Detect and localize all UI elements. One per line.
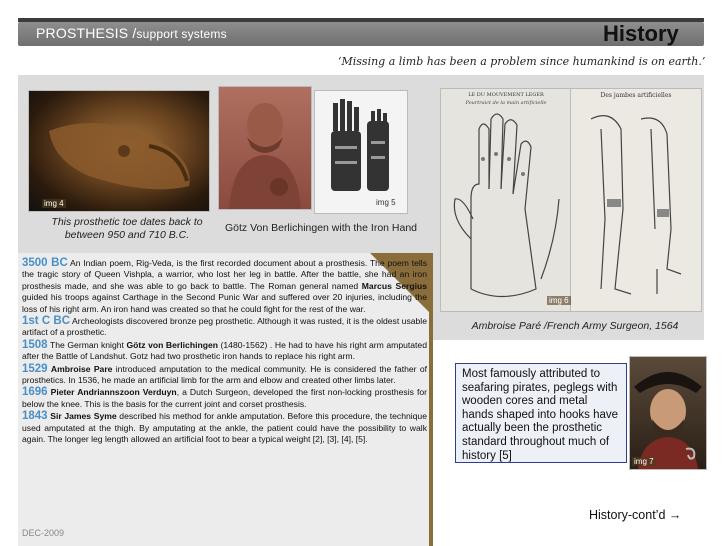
timeline-text: guided his troops against Carthage in the Second Punic War and suffered over 20 injuries, including the loss of his right arm. An iron hand was created so that he could fight for the rest of the war. [22, 292, 427, 314]
timeline-text: introduced amputation to the medical community. He is considered the father of prosthetics. In 1536, he made an artificial limb for the arm and elbow and created other limbs later. [22, 363, 427, 386]
pirate-image [629, 356, 707, 470]
timeline-entry [22, 258, 427, 315]
timeline-year: 1508 [22, 338, 48, 351]
pare-hand-illustration [441, 89, 571, 311]
portrait-illustration [219, 87, 311, 209]
timeline-year: 1696 [22, 386, 48, 399]
timeline-entry [22, 364, 427, 387]
pare-leg-drawing [570, 88, 702, 312]
timeline-name: Sir James Syme [50, 411, 117, 422]
timeline-name: Pieter Andriannszoon Verduyn [50, 387, 177, 398]
timeline-year: 1529 [22, 362, 48, 375]
pare-hand-subheading: Pourtraict de la main artificielle [465, 100, 547, 106]
timeline-name: Ambroise Pare [50, 363, 113, 374]
timeline-entry [22, 340, 427, 363]
quote: ‘Missing a limb has been a problem since humankind is on earth.’ [338, 55, 706, 68]
iron-hand-image [314, 90, 408, 214]
pare-leg-illustration [571, 89, 701, 311]
img7-label: img 7 [634, 457, 654, 466]
timeline-name: Götz von Berlichingen [126, 339, 218, 350]
app-title [36, 25, 227, 41]
timeline-name: Marcus Sergius [361, 280, 427, 291]
pare-caption: Ambroise Paré /French Army Surgeon, 1564 [471, 320, 679, 332]
prosthetic-toe-image [28, 90, 210, 212]
img5-label: img 5 [376, 198, 396, 207]
timeline-text: An Indian poem, Rig-Veda, is the first recorded document about a prosthesis. The poem tells the tragic story of Queen Vishpla, a warrior, who lost her leg in battle. After the battle, she had an iron prosthesis made, and she was able to go back to battle. The Roman general named [22, 258, 427, 291]
timeline-entry [22, 387, 427, 410]
img4-label: img 4 [44, 199, 64, 208]
timeline-text: described his method for ankle amputation. Before this procedure, the technique used amputated at the thigh. By amputating at the ankle, the patient could have the possibility to walk again. The longer leg length allowed an artificial foot to bear a typical weight [2], [3], [4], [5]. [22, 411, 427, 445]
timeline-text: (1480-1562) . He had to have his right arm amputated after the Battle of Landshut. Gotz had two prosthetic iron hands to replace his right arm. [22, 339, 427, 362]
page-title: History [603, 21, 679, 46]
toe-caption: This prosthetic toe dates back to between 950 and 710 B.C. [51, 216, 203, 241]
pare-hand-drawing [440, 88, 572, 312]
timeline-text: , a Dutch Surgeon, developed the first non-locking prosthesis for below the knee. This is the basis for the current joint and corset prosthesis. [22, 387, 427, 409]
footer-date: DEC-2009 [22, 528, 65, 538]
iron-hand-illustration [315, 91, 407, 213]
app-title-sub: support systems [136, 27, 227, 41]
next-slide-link[interactable]: History-cont’d → [589, 508, 682, 522]
pirate-illustration [630, 357, 706, 469]
timeline-text: The German knight [50, 339, 127, 350]
timeline-year: 1st C BC [22, 315, 71, 328]
timeline-entry [22, 316, 427, 339]
timeline-year: 1843 [22, 410, 48, 423]
timeline [22, 258, 427, 447]
toe-illustration [29, 91, 209, 211]
timeline-year: 3500 BC [22, 257, 68, 269]
app-title-main: PROSTHESIS / [36, 25, 137, 41]
pare-leg-heading: Des jambes artificielles [600, 92, 672, 99]
pirate-fact-box: Most famously attributed to seafaring pirates, peglegs with wooden cores and metal hands shaped into hooks have actually been the prosthetic standard throughout much of history [5] [455, 363, 627, 463]
timeline-text: Archeologists discovered bronze peg prosthetic. Although it was rusted, it is the oldest usable artifact of a prosthetic. [22, 316, 427, 338]
gotz-portrait-image [218, 86, 312, 210]
timeline-entry [22, 411, 427, 445]
img6-label: img 6 [549, 296, 569, 305]
gotz-caption: Götz Von Berlichingen with the Iron Hand [224, 222, 418, 234]
pare-hand-heading: LE DU MOUVEMENT LEGER [468, 92, 544, 98]
